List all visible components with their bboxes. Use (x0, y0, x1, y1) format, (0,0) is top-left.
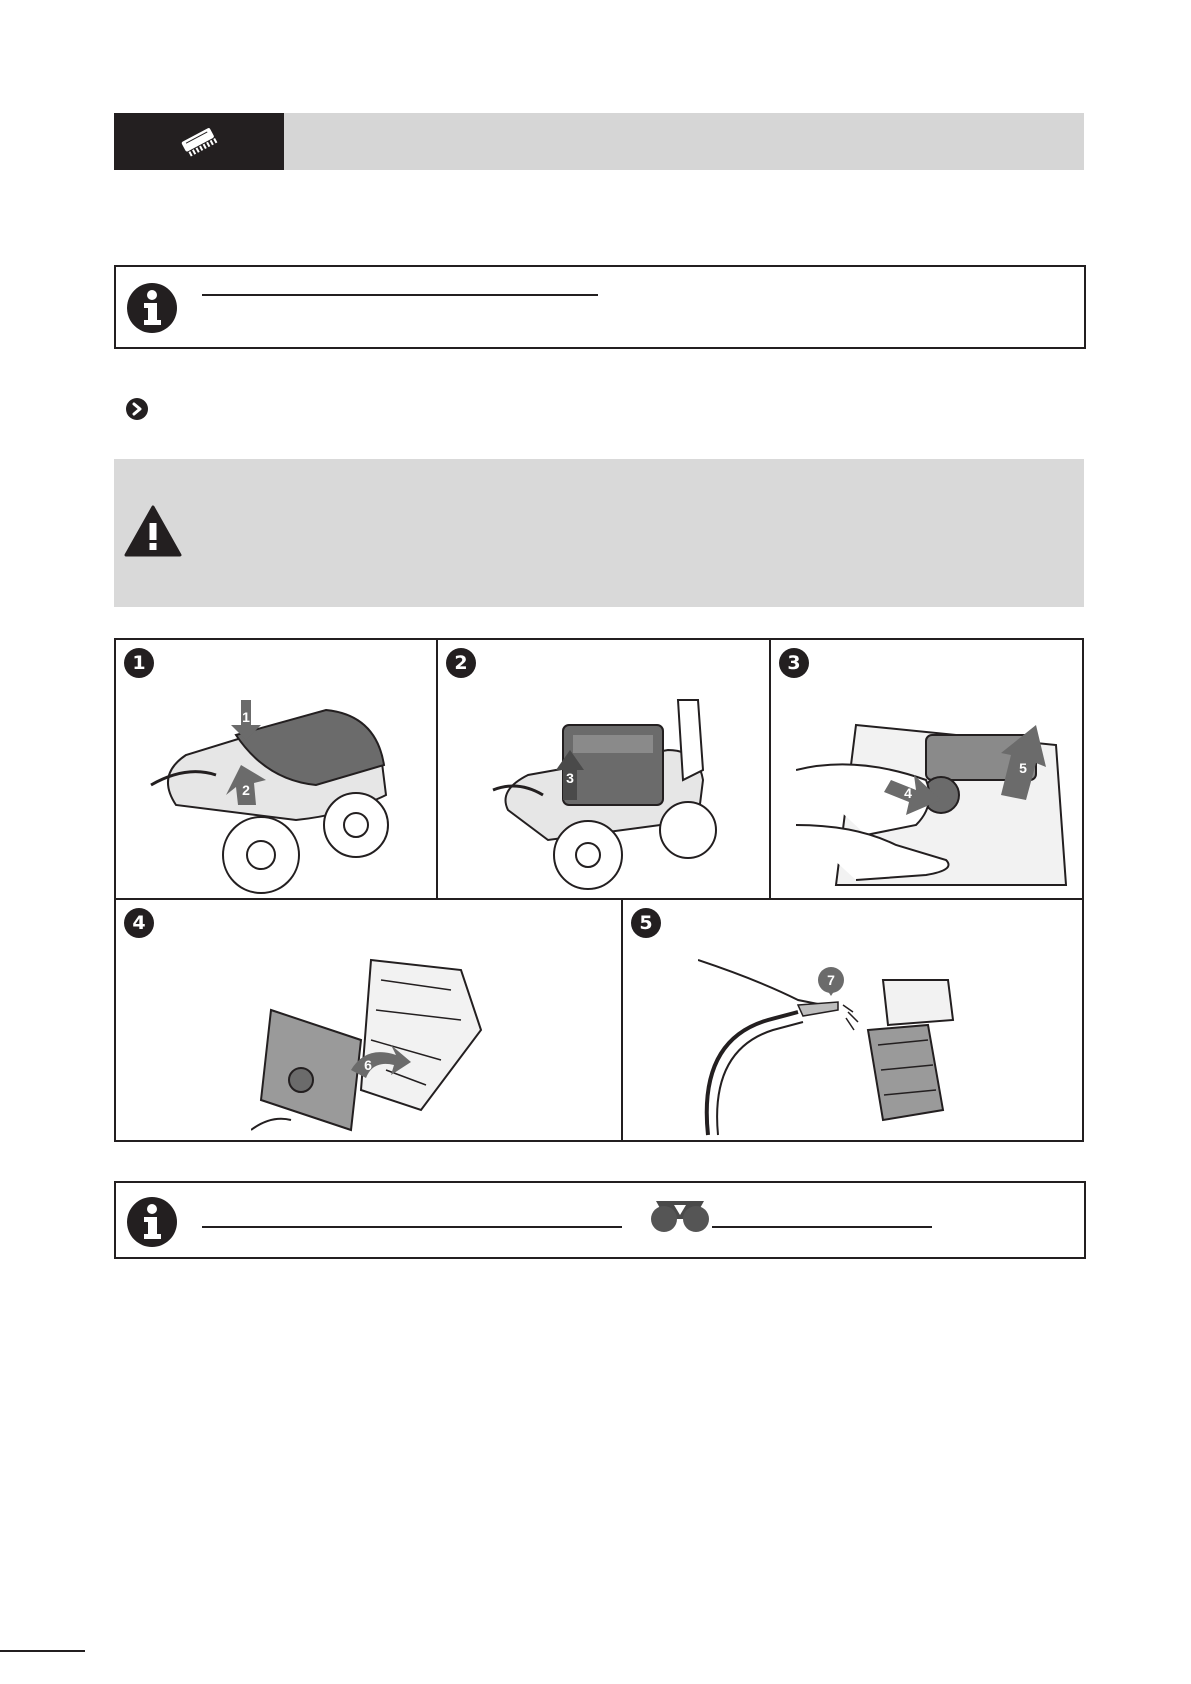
info-icon (126, 1196, 178, 1248)
section-header-bar (114, 113, 1084, 170)
arrow-label: 2 (242, 782, 250, 798)
step-panel-4 (114, 898, 623, 1142)
step-number-badge: 1 (124, 648, 154, 678)
info-icon (126, 282, 178, 334)
step-number-badge: 2 (446, 648, 476, 678)
step-panel-2 (436, 638, 771, 900)
filter-unclip-illustration (796, 695, 1071, 895)
info-note-rule (712, 1226, 932, 1228)
info-note-box-top (114, 265, 1086, 349)
arrow-label: 7 (827, 972, 835, 988)
info-note-box-bottom (114, 1181, 1086, 1259)
arrow-label: 5 (1019, 760, 1027, 776)
chevron-right-circle-icon (126, 398, 148, 420)
filter-removal-illustration (488, 690, 738, 895)
step-number-badge: 5 (631, 908, 661, 938)
info-note-rule (202, 1226, 622, 1228)
robot-cover-open-illustration (146, 695, 416, 895)
step-panel-1 (114, 638, 438, 900)
filter-rinse-illustration (698, 950, 988, 1140)
arrow-label: 6 (364, 1057, 372, 1073)
arrow-label: 1 (242, 709, 250, 725)
brush-icon (177, 125, 221, 159)
filter-open-illustration (251, 950, 491, 1140)
step-panel-5 (621, 898, 1084, 1142)
robot-wheels-icon (648, 1197, 712, 1233)
step-number-badge: 3 (779, 648, 809, 678)
section-header-icon-box (114, 113, 284, 170)
warning-triangle-icon (124, 505, 182, 557)
arrow-label: 3 (566, 770, 574, 786)
step-panel-3 (769, 638, 1084, 900)
info-note-rule (202, 294, 598, 296)
step-number-badge: 4 (124, 908, 154, 938)
warning-box (114, 459, 1084, 607)
footer-rule (0, 1650, 85, 1652)
arrow-label: 4 (904, 785, 912, 801)
